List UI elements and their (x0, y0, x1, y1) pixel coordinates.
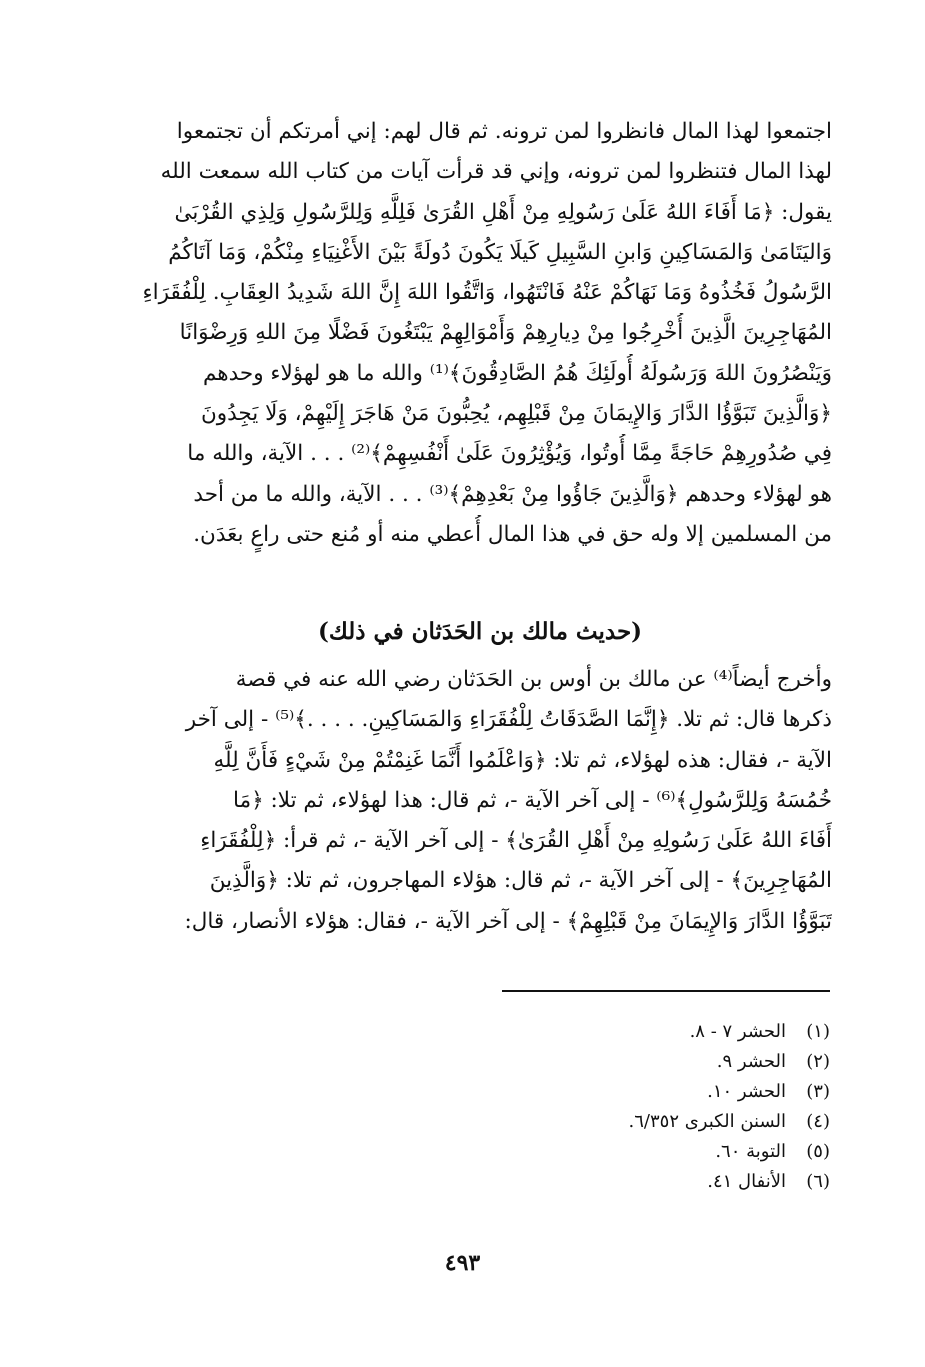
text-line: فِي صُدُورِهِمْ حَاجَةً مِمَّا أُوتُوا، وَيُؤْثِرُونَ عَلَىٰ أَنْفُسِهِمْ﴾⁽²⁾ . . . الآية، والله ما (187, 441, 832, 467)
text-line: الآية -، فقال: هذه لهؤلاء، ثم تلا: ﴿وَاعْلَمُوا أَنَّمَا غَنِمْتُمْ مِنْ شَيْءٍ فَأَنَّ لِلَّهِ (213, 747, 832, 773)
footnote-number: (٥) (806, 1141, 830, 1162)
footnote-number: (٢) (806, 1051, 830, 1072)
footnotes-list (500, 1017, 830, 1197)
footnote-divider (502, 990, 830, 992)
footnote-text: التوبة ٦٠. (715, 1141, 786, 1162)
footnote-text: الحشر ٧ - ٨. (689, 1021, 786, 1042)
text-line: الرَّسُولُ فَخُذُوهُ وَمَا نَهَاكُمْ عَنْهُ فَانْتَهُوا، وَاتَّقُوا اللهَ إِنَّ اللهَ شَدِيدُ العِقَابِ. لِلْفُقَرَاءِ (142, 280, 832, 306)
text-line: وَيَنْصُرُونَ اللهَ وَرَسُولَهُ أُولَئِكَ هُمُ الصَّادِقُونَ﴾⁽¹⁾ والله ما هو لهؤلاء وحدهم (202, 360, 832, 386)
paragraph-2 (128, 660, 832, 942)
footnote-text: الحشر ٩. (716, 1051, 786, 1072)
text-line: المُهَاجِرِينَ﴾ - إلى آخر الآية -، ثم قال: هؤلاء المهاجرون، ثم تلا: ﴿وَالَّذِينَ (209, 868, 832, 894)
text-line: وَاليَتَامَىٰ وَالمَسَاكِينِ وَابنِ السَّبِيلِ كَيلَا يَكُونَ دُولَةً بَيْنَ الأَغْنِيَاءِ مِنْكُمْ، وَمَا آتَاكُمُ (168, 239, 832, 265)
text-line: المُهَاجِرِينَ الَّذِينَ أُخْرِجُوا مِنْ دِيارِهِمْ وَأَمْوَالِهِمْ يَبْتَغُونَ فَضْلًا مِنَ اللهِ وَرِضْوَانًا (179, 320, 832, 346)
footnote-number: (٦) (806, 1171, 830, 1192)
footnote-number: (١) (806, 1021, 830, 1042)
text-line: تَبَوَّؤُا الدَّارَ وَالإِيمَانَ مِنْ قَبْلِهِمْ﴾ - إلى آخر الآية -، فقال: هؤلاء الأنصار، قال: (184, 908, 832, 934)
page-number: ٤٩٣ (444, 1250, 481, 1276)
footnote-item (500, 1137, 830, 1167)
footnote-item (500, 1107, 830, 1137)
footnote-item (500, 1017, 830, 1047)
text-line: من المسلمين إلا وله حق في هذا المال أُعطي منه أو مُنع حتى راعٍ بعَدَن. (193, 521, 832, 547)
footnote-item (500, 1167, 830, 1197)
text-line: ﴿وَالَّذِينَ تَبَوَّؤُا الدَّارَ وَالإِيمَانَ مِنْ قَبْلِهِم، يُحِبُّونَ مَنْ هَاجَرَ إِلَيْهِمْ، وَلَا يَجِدُونَ (200, 401, 832, 427)
text-line: لهذا المال فتنظروا لمن ترونه، وإني قد قرأت آيات من كتاب الله سمعت الله (160, 159, 832, 185)
footnote-item (500, 1077, 830, 1107)
text-line: أَفَاءَ اللهُ عَلَىٰ رَسُولِهِ مِنْ أَهْلِ القُرَىٰ﴾ - إلى آخر الآية -، ثم قرأ: ﴿لِلْفُقَرَاءِ (200, 828, 832, 854)
footnote-text: السنن الكبرى ٦/٣٥٢. (628, 1111, 786, 1132)
text-line: وأخرج أيضاً⁽⁴⁾ عن مالك بن أوس بن الحَدَثان رضي الله عنه في قصة (235, 667, 832, 692)
footnote-number: (٣) (806, 1081, 830, 1102)
section-heading: (حديث مالك بن الحَدَثان في ذلك) (317, 618, 643, 645)
text-line: هو لهؤلاء وحدهم ﴿وَالَّذِينَ جَاؤُوا مِنْ بَعْدِهِمْ﴾⁽³⁾ . . . الآية، والله ما من أحد (193, 481, 832, 507)
footnote-number: (٤) (806, 1111, 830, 1132)
text-line: ذكرها قال: ثم تلا. ﴿إِنَّمَا الصَّدَقَاتُ لِلْفُقَرَاءِ وَالمَسَاكِينِ. . . . .﴾⁽⁵⁾ - إلى آخر (185, 707, 832, 733)
text-line: خُمُسَهُ وَلِلرَّسُولِ﴾⁽⁶⁾ - إلى آخر الآية -، ثم قال: هذا لهؤلاء، ثم تلا: ﴿مَا (233, 787, 832, 813)
paragraph-1 (128, 112, 832, 555)
footnote-item (500, 1047, 830, 1077)
text-line: يقول: ﴿مَا أَفَاءَ اللهُ عَلَىٰ رَسُولِهِ مِنْ أَهْلِ القُرَىٰ فَلِلَّهِ وَلِلرَّسُولِ وَلِذِي القُرْبَىٰ (174, 199, 832, 225)
text-line: اجتمعوا لهذا المال فانظروا لمن ترونه. ثم قال لهم: إني أمرتكم أن تجتمعوا (176, 119, 832, 144)
footnote-text: الحشر ١٠. (707, 1081, 786, 1102)
footnote-text: الأنفال ٤١. (707, 1171, 786, 1192)
